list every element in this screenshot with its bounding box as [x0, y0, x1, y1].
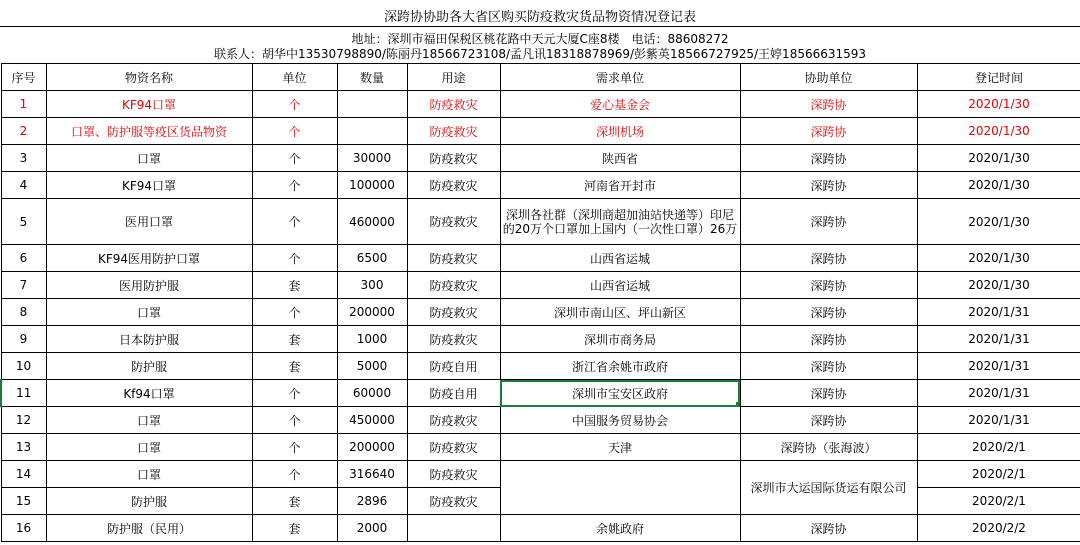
cell-requester[interactable]: 余姚政府 — [500, 515, 740, 542]
cell-unit[interactable]: 套 — [252, 272, 337, 299]
cell-item-name[interactable]: KF94医用防护口罩 — [46, 245, 252, 272]
cell-index[interactable]: 2 — [1, 118, 46, 145]
cell-requester[interactable]: 爱心基金会 — [500, 91, 740, 118]
cell-quantity[interactable]: 60000 — [337, 380, 407, 407]
cell-register-date[interactable]: 2020/1/30 — [917, 245, 1080, 272]
cell-purpose[interactable]: 防疫救灾 — [407, 326, 500, 353]
cell-purpose[interactable]: 防疫救灾 — [407, 461, 500, 488]
cell-quantity[interactable]: 2896 — [337, 488, 407, 515]
cell-register-date[interactable]: 2020/1/30 — [917, 272, 1080, 299]
cell-unit[interactable]: 个 — [252, 407, 337, 434]
cell-assist-unit[interactable]: 深跨协 — [740, 299, 917, 326]
table-row — [1, 407, 1080, 434]
cell-purpose[interactable]: 防疫自用 — [407, 380, 500, 407]
cell-index[interactable]: 11 — [1, 380, 46, 407]
cell-quantity[interactable]: 30000 — [337, 145, 407, 172]
header-row — [1, 64, 1080, 91]
cell-index[interactable]: 15 — [1, 488, 46, 515]
table-row — [1, 145, 1080, 172]
cell-assist-unit[interactable]: 深跨协（张海波） — [740, 434, 917, 461]
title-row — [0, 0, 1080, 27]
cell-quantity[interactable]: 5000 — [337, 353, 407, 380]
col-item-name-header[interactable]: 物资名称 — [46, 64, 252, 91]
col-unit-header[interactable]: 单位 — [252, 64, 337, 91]
cell-quantity[interactable]: 100000 — [337, 172, 407, 199]
cell-quantity[interactable]: 450000 — [337, 407, 407, 434]
table-row — [1, 299, 1080, 326]
cell-index[interactable]: 10 — [1, 353, 46, 380]
cell-purpose[interactable]: 防疫救灾 — [407, 199, 500, 245]
cell-assist-unit[interactable]: 深跨协 — [740, 245, 917, 272]
cell-assist-unit[interactable]: 深跨协 — [740, 272, 917, 299]
address-text: 地址：深圳市福田保税区桃花路中天元大厦C座8楼 电话：88608272 — [351, 32, 729, 46]
sheet-title: 深跨协协助各大省区购买防疫救灾货品物资情况登记表 — [383, 10, 696, 25]
cell-index[interactable]: 13 — [1, 434, 46, 461]
cell-assist-unit[interactable]: 深跨协 — [740, 353, 917, 380]
cell-unit[interactable]: 个 — [252, 145, 337, 172]
cell-register-date[interactable]: 2020/1/31 — [917, 380, 1080, 407]
table-row — [1, 199, 1080, 245]
cell-unit[interactable]: 套 — [252, 326, 337, 353]
table-row — [1, 245, 1080, 272]
cell-quantity[interactable]: 2000 — [337, 515, 407, 542]
cell-register-date[interactable]: 2020/2/1 — [917, 461, 1080, 488]
cell-register-date[interactable]: 2020/1/30 — [917, 91, 1080, 118]
cell-requester[interactable]: 深圳市商务局 — [500, 326, 740, 353]
cell-requester[interactable]: 山西省运城 — [500, 245, 740, 272]
cell-item-name[interactable]: KF94口罩 — [46, 91, 252, 118]
cell-unit[interactable]: 个 — [252, 199, 337, 245]
cell-item-name[interactable]: 口罩 — [46, 461, 252, 488]
cell-assist-unit[interactable]: 深跨协 — [740, 91, 917, 118]
cell-assist-unit[interactable]: 深跨协 — [740, 515, 917, 542]
cell-unit[interactable]: 个 — [252, 299, 337, 326]
cell-item-name[interactable]: 口罩 — [46, 145, 252, 172]
cell-assist-unit[interactable]: 深跨协 — [740, 326, 917, 353]
cell-item-name[interactable]: KF94口罩 — [46, 172, 252, 199]
cell-requester[interactable]: 深圳各社群（深圳商超加油站快递等）印尼的20万个口罩加上国内（一次性口罩）26万 — [500, 199, 740, 245]
cell-unit[interactable]: 个 — [252, 245, 337, 272]
cell-item-name[interactable]: 口罩 — [46, 407, 252, 434]
cell-assist-unit[interactable]: 深跨协 — [740, 172, 917, 199]
fill-handle[interactable] — [736, 402, 741, 407]
cell-requester[interactable]: 陕西省 — [500, 145, 740, 172]
cell-index[interactable]: 5 — [1, 199, 46, 245]
col-purpose-header[interactable]: 用途 — [407, 64, 500, 91]
col-assist-unit-header[interactable]: 协助单位 — [740, 64, 917, 91]
cell-index[interactable]: 6 — [1, 245, 46, 272]
cell-item-name[interactable]: 口罩 — [46, 434, 252, 461]
selected-cell[interactable]: 深圳市宝安区政府 — [500, 380, 740, 407]
cell-quantity[interactable]: 6500 — [337, 245, 407, 272]
contacts-text: 联系人：胡华中13530798890/陈丽丹18566723108/孟凡讯18318878969/彭紫英18566727925/王婷18566631593 — [213, 47, 867, 61]
table-row — [1, 272, 1080, 299]
cell-register-date[interactable]: 2020/1/31 — [917, 326, 1080, 353]
cell-unit[interactable]: 套 — [252, 488, 337, 515]
cell-assist-unit[interactable]: 深跨协 — [740, 199, 917, 245]
cell-assist-unit[interactable]: 深跨协 — [740, 380, 917, 407]
cell-unit[interactable]: 套 — [252, 353, 337, 380]
cell-purpose[interactable]: 防疫救灾 — [407, 272, 500, 299]
cell-register-date[interactable]: 2020/1/30 — [917, 172, 1080, 199]
cell-requester[interactable]: 浙江省余姚市政府 — [500, 353, 740, 380]
cell-register-date[interactable]: 2020/2/1 — [917, 488, 1080, 515]
cell-unit[interactable]: 个 — [252, 461, 337, 488]
cell-index[interactable]: 8 — [1, 299, 46, 326]
cell-purpose[interactable]: 防疫救灾 — [407, 434, 500, 461]
cell-quantity[interactable] — [337, 91, 407, 118]
cell-purpose[interactable]: 防疫救灾 — [407, 245, 500, 272]
cell-register-date[interactable]: 2020/1/30 — [917, 118, 1080, 145]
cell-purpose[interactable]: 防疫救灾 — [407, 118, 500, 145]
table-row — [1, 380, 1080, 407]
cell-requester[interactable]: 深圳机场 — [500, 118, 740, 145]
col-quantity-header[interactable]: 数量 — [337, 64, 407, 91]
table-row — [1, 353, 1080, 380]
cell-quantity[interactable]: 1000 — [337, 326, 407, 353]
cell-unit[interactable]: 个 — [252, 172, 337, 199]
cell-index[interactable]: 12 — [1, 407, 46, 434]
cell-assist-unit[interactable]: 深圳市大运国际货运有限公司 — [740, 461, 917, 515]
cell-requester[interactable] — [500, 461, 740, 515]
cell-unit[interactable]: 套 — [252, 515, 337, 542]
cell-index[interactable]: 9 — [1, 326, 46, 353]
info-row — [0, 27, 1080, 63]
cell-purpose[interactable]: 防疫救灾 — [407, 145, 500, 172]
cell-index[interactable]: 4 — [1, 172, 46, 199]
cell-assist-unit[interactable]: 深跨协 — [740, 145, 917, 172]
cell-quantity[interactable]: 316640 — [337, 461, 407, 488]
cell-register-date[interactable]: 2020/2/2 — [917, 515, 1080, 542]
cell-purpose[interactable]: 防疫救灾 — [407, 91, 500, 118]
registration-table — [0, 63, 1080, 542]
table-row — [1, 172, 1080, 199]
cell-item-name[interactable]: 口罩 — [46, 299, 252, 326]
table-row — [1, 326, 1080, 353]
table-row — [1, 461, 1080, 488]
cell-purpose[interactable]: 防疫自用 — [407, 353, 500, 380]
cell-index[interactable]: 16 — [1, 515, 46, 542]
col-requester-header[interactable]: 需求单位 — [500, 64, 740, 91]
cell-unit[interactable]: 个 — [252, 380, 337, 407]
cell-assist-unit[interactable]: 深跨协 — [740, 118, 917, 145]
cell-quantity[interactable]: 200000 — [337, 434, 407, 461]
col-register-date-header[interactable]: 登记时间 — [917, 64, 1080, 91]
cell-item-name[interactable]: 防护服（民用） — [46, 515, 252, 542]
cell-item-name[interactable]: Kf94口罩 — [46, 380, 252, 407]
cell-purpose[interactable]: 防疫救灾 — [407, 299, 500, 326]
cell-quantity[interactable]: 200000 — [337, 299, 407, 326]
cell-purpose[interactable]: 防疫救灾 — [407, 407, 500, 434]
cell-assist-unit[interactable]: 深跨协 — [740, 407, 917, 434]
cell-item-name[interactable]: 医用口罩 — [46, 199, 252, 245]
cell-register-date[interactable]: 2020/1/30 — [917, 199, 1080, 245]
cell-quantity[interactable]: 460000 — [337, 199, 407, 245]
cell-index[interactable]: 3 — [1, 145, 46, 172]
cell-index[interactable]: 1 — [1, 91, 46, 118]
cell-requester[interactable]: 深圳市南山区、坪山新区 — [500, 299, 740, 326]
cell-register-date[interactable]: 2020/1/31 — [917, 299, 1080, 326]
cell-purpose[interactable] — [407, 515, 500, 542]
cell-register-date[interactable]: 2020/1/31 — [917, 353, 1080, 380]
cell-index[interactable]: 14 — [1, 461, 46, 488]
table-row — [1, 434, 1080, 461]
col-index-header[interactable]: 序号 — [1, 64, 46, 91]
cell-requester[interactable]: 中国服务贸易协会 — [500, 407, 740, 434]
cell-purpose[interactable]: 防疫救灾 — [407, 172, 500, 199]
cell-unit[interactable]: 个 — [252, 434, 337, 461]
cell-unit[interactable]: 个 — [252, 91, 337, 118]
cell-item-name[interactable]: 日本防护服 — [46, 326, 252, 353]
cell-item-name[interactable]: 防护服 — [46, 353, 252, 380]
table-row — [1, 118, 1080, 145]
cell-quantity[interactable]: 300 — [337, 272, 407, 299]
cell-purpose[interactable]: 防疫救灾 — [407, 488, 500, 515]
cell-requester[interactable]: 天津 — [500, 434, 740, 461]
cell-register-date[interactable]: 2020/1/30 — [917, 145, 1080, 172]
cell-register-date[interactable]: 2020/1/31 — [917, 407, 1080, 434]
cell-item-name[interactable]: 口罩、防护服等疫区货品物资 — [46, 118, 252, 145]
cell-requester[interactable]: 河南省开封市 — [500, 172, 740, 199]
table-row — [1, 515, 1080, 542]
cell-item-name[interactable]: 医用防护服 — [46, 272, 252, 299]
cell-quantity[interactable] — [337, 118, 407, 145]
cell-unit[interactable]: 个 — [252, 118, 337, 145]
cell-register-date[interactable]: 2020/2/1 — [917, 434, 1080, 461]
cell-item-name[interactable]: 防护服 — [46, 488, 252, 515]
cell-index[interactable]: 7 — [1, 272, 46, 299]
table-row — [1, 91, 1080, 118]
cell-requester[interactable]: 山西省运城 — [500, 272, 740, 299]
